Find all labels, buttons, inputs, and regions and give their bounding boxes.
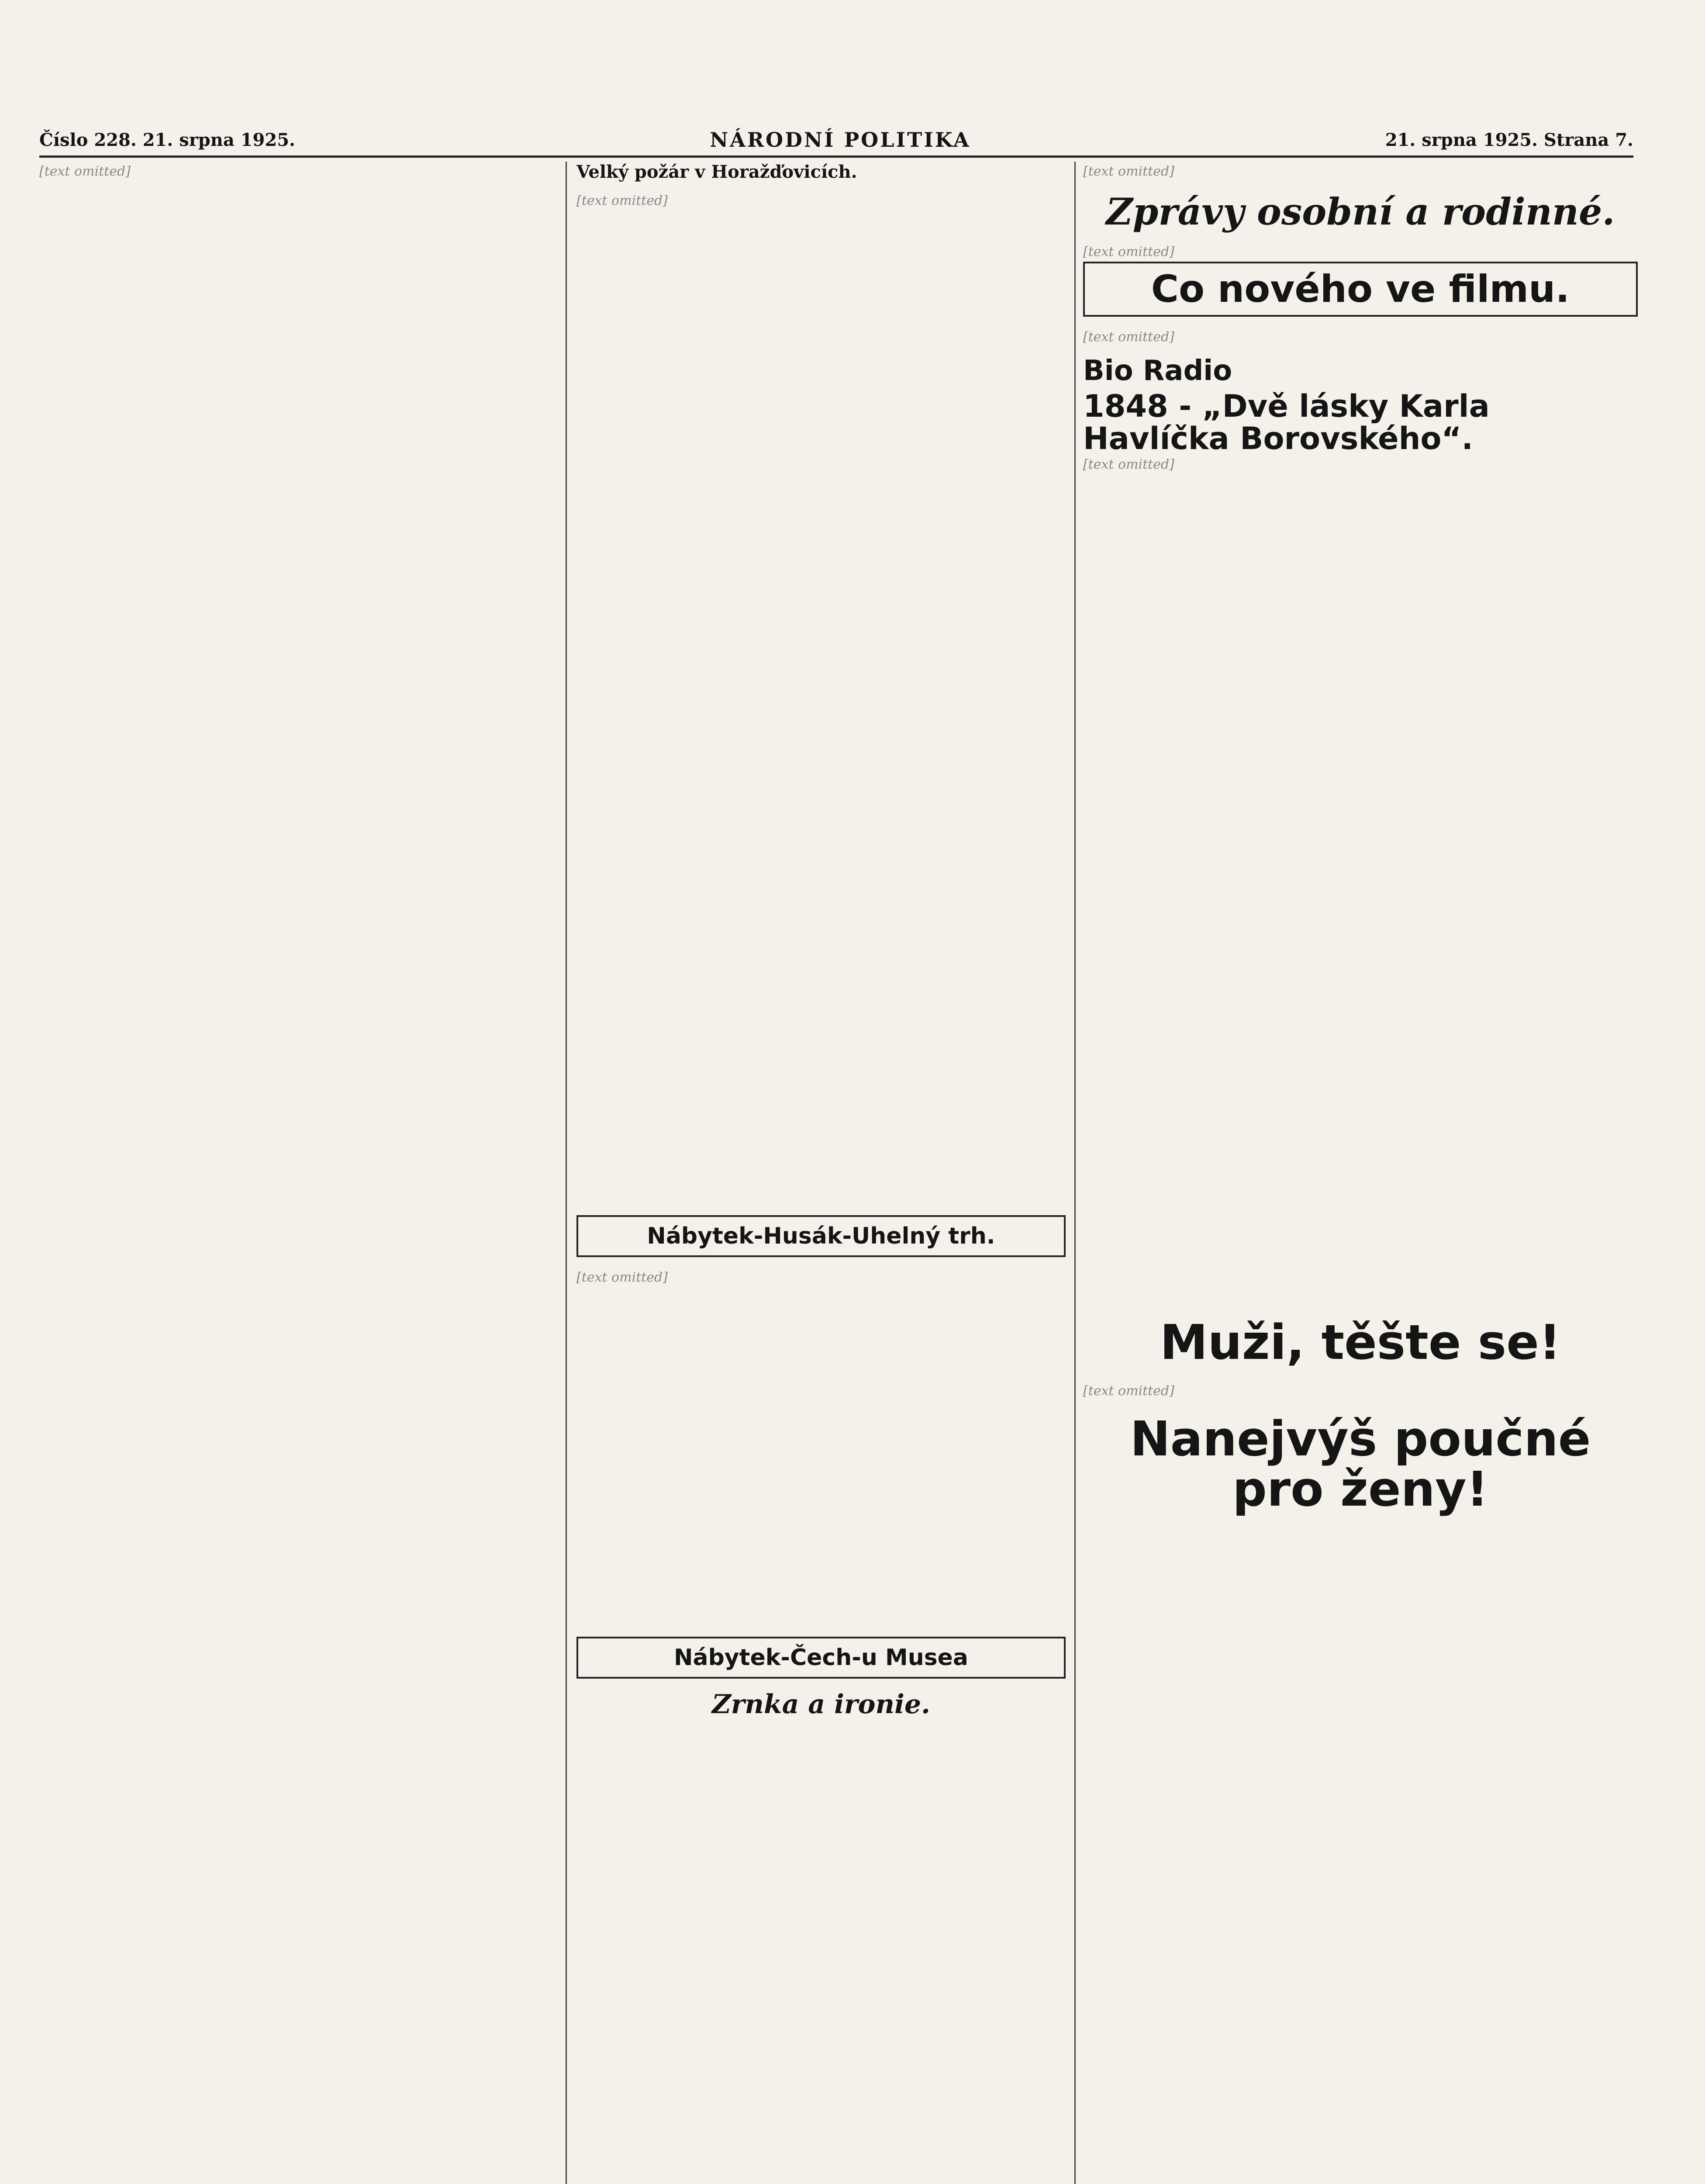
cinema-bio-radio: Bio Radio — [1083, 355, 1232, 387]
column-body-omitted: [text omitted] — [576, 193, 668, 208]
film-section: Co nového ve filmu. — [1083, 262, 1638, 317]
masthead-issue: Číslo 228. 21. srpna 1925. — [39, 129, 295, 150]
column-body-omitted: [text omitted] — [1083, 329, 1174, 345]
film-1848: 1848 - „Dvě lásky Karla Havlíčka Borovského“. — [1083, 388, 1490, 456]
ad-husak: Nábytek-Husák-Uhelný trh. — [576, 1215, 1066, 1257]
column-body-omitted: [text omitted] — [1083, 244, 1174, 259]
column-body-omitted: [text omitted] — [1083, 164, 1174, 179]
column-divider — [566, 162, 567, 2184]
column-1 — [39, 162, 555, 2184]
masthead — [39, 127, 1633, 153]
column-body-omitted: [text omitted] — [39, 164, 131, 179]
personal-title: Zprávy osobní a rodinné. — [1106, 190, 1615, 233]
column-body-omitted: [text omitted] — [1083, 1383, 1174, 1399]
zrnka-title: Zrnka a ironie. — [711, 1689, 931, 1720]
masthead-rule — [39, 156, 1633, 158]
masthead-title: NÁRODNÍ POLITIKA — [710, 128, 971, 152]
ad-cech: Nábytek-Čech-u Musea — [576, 1637, 1066, 1679]
column-3 — [1083, 162, 1638, 2184]
column-2 — [576, 162, 1066, 2184]
masthead-page: 21. srpna 1925. Strana 7. — [1385, 129, 1633, 150]
column-divider — [1074, 162, 1076, 2184]
banner-line-2: Nanejvýš poučné pro ženy! — [1130, 1410, 1591, 1517]
column-body-omitted: [text omitted] — [1083, 457, 1174, 473]
classifieds-omitted: [text omitted] — [576, 1270, 668, 1285]
banner-line-1: Muži, těšte se! — [1160, 1314, 1561, 1371]
article-fire-head: Velký požár v Horažďovicích. — [576, 162, 857, 182]
